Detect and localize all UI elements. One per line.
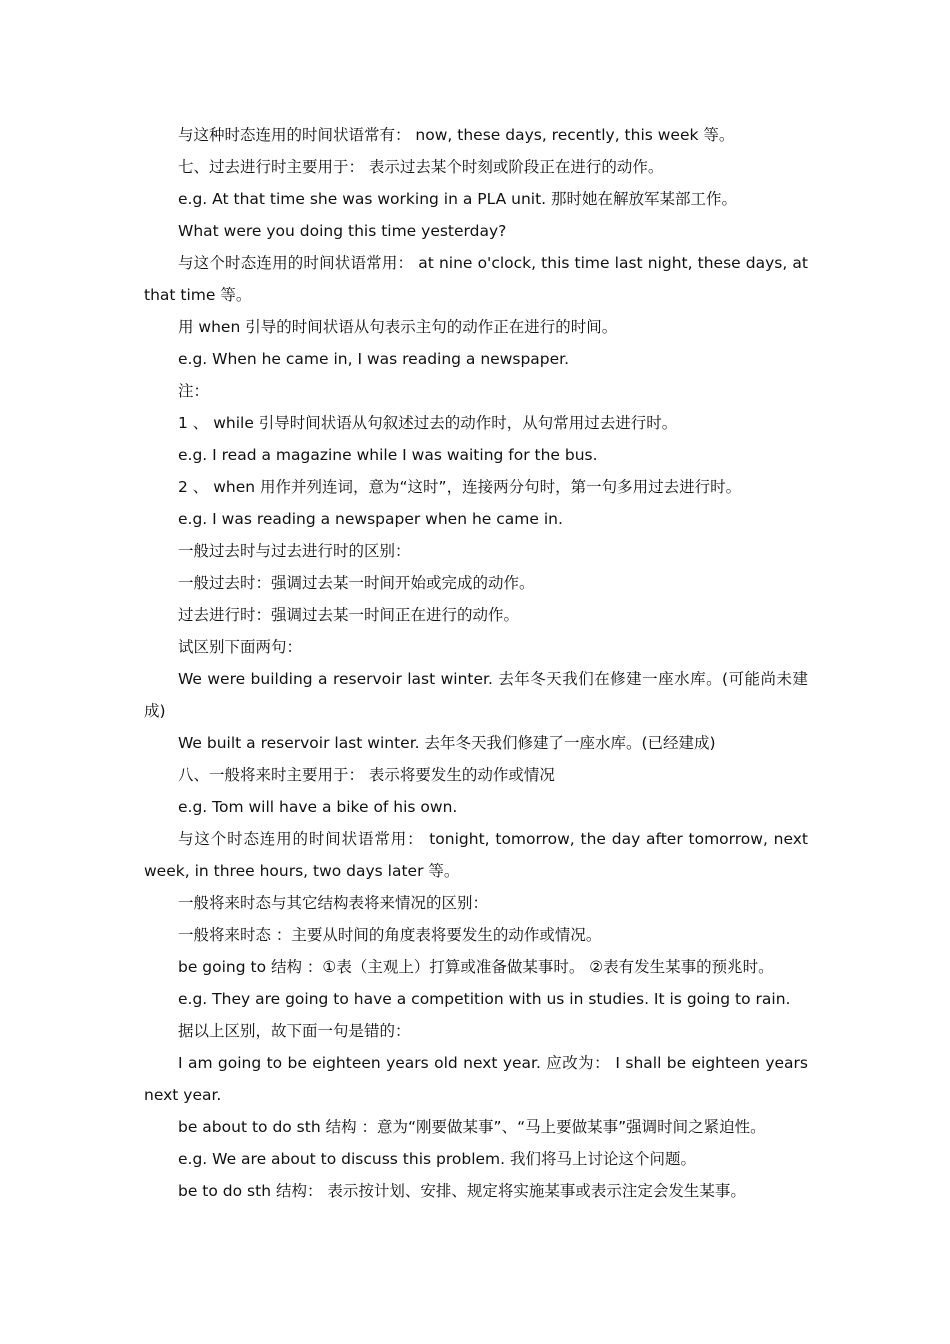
text-line: 一般将来时态与其它结构表将来情况的区别：	[178, 894, 489, 912]
text-line: 过去进行时：强调过去某一时间正在进行的动作。	[178, 606, 520, 624]
text-line: be to do sth 结构： 表示按计划、安排、规定将实施某事或表示注定会发生某事。	[178, 1182, 746, 1200]
text-line-continuation: that time 等。	[144, 286, 252, 304]
example-line: e.g. At that time she was working in a PLA unit. 那时她在解放军某部工作。	[178, 190, 738, 208]
text-line: 一般过去时：强调过去某一时间开始或完成的动作。	[178, 574, 535, 592]
example-line: What were you doing this time yesterday?	[178, 222, 507, 240]
text-line: be going to 结构 ：①表（主观上）打算或准备做某事时。 ②表有发生某事的预兆时。	[178, 958, 774, 976]
text-line: 试区别下面两句：	[178, 638, 303, 656]
example-line: e.g. Tom will have a bike of his own.	[178, 798, 458, 816]
note-item: 1 、 while 引导时间状语从句叙述过去的动作时，从句常用过去进行时。	[178, 414, 678, 432]
text-line: 与这种时态连用的时间状语常有： now, these days, recently, this week 等。	[178, 126, 735, 144]
example-line: e.g. We are about to discuss this problem. 我们将马上讨论这个问题。	[178, 1150, 697, 1168]
text-line: 与这个时态连用的时间状语常用： tonight, tomorrow, the day after tomorrow, next	[178, 830, 808, 848]
text-line: 一般过去时与过去进行时的区别：	[178, 542, 411, 560]
text-line: 一般将来时态 ：主要从时间的角度表将要发生的动作或情况。	[178, 926, 602, 944]
text-line: 据以上区别，故下面一句是错的：	[178, 1022, 411, 1040]
section-heading: 八、一般将来时主要用于： 表示将要发生的动作或情况	[178, 766, 555, 784]
example-line: e.g. I was reading a newspaper when he came in.	[178, 510, 563, 528]
document-page	[144, 119, 808, 1207]
example-line: We were building a reservoir last winter. 去年冬天我们在修建一座水库。(可能尚未建	[178, 670, 808, 688]
example-line: e.g. When he came in, I was reading a newspaper.	[178, 350, 570, 368]
example-line: I am going to be eighteen years old next year. 应改为： I shall be eighteen years	[178, 1054, 808, 1072]
note-item: 2 、 when 用作并列连词，意为“这时”，连接两分句时，第一句多用过去进行时。	[178, 478, 742, 496]
text-line-continuation: next year.	[144, 1086, 222, 1104]
text-line-continuation: 成)	[144, 702, 166, 720]
note-label: 注：	[178, 382, 210, 400]
example-line: We built a reservoir last winter. 去年冬天我们修建了一座水库。(已经建成)	[178, 734, 716, 752]
text-line: be about to do sth 结构 ：意为“刚要做某事”、“马上要做某事”强调时间之紧迫性。	[178, 1118, 766, 1136]
example-line: e.g. I read a magazine while I was waiting for the bus.	[178, 446, 598, 464]
example-line: e.g. They are going to have a competition with us in studies. It is going to rain.	[178, 990, 791, 1008]
text-line: 用 when 引导的时间状语从句表示主句的动作正在进行的时间。	[178, 318, 618, 336]
text-line-continuation: week, in three hours, two days later 等。	[144, 862, 460, 880]
section-heading: 七、过去进行时主要用于： 表示过去某个时刻或阶段正在进行的动作。	[178, 158, 664, 176]
text-line: 与这个时态连用的时间状语常用： at nine o'clock, this time last night, these days, at	[178, 254, 808, 272]
